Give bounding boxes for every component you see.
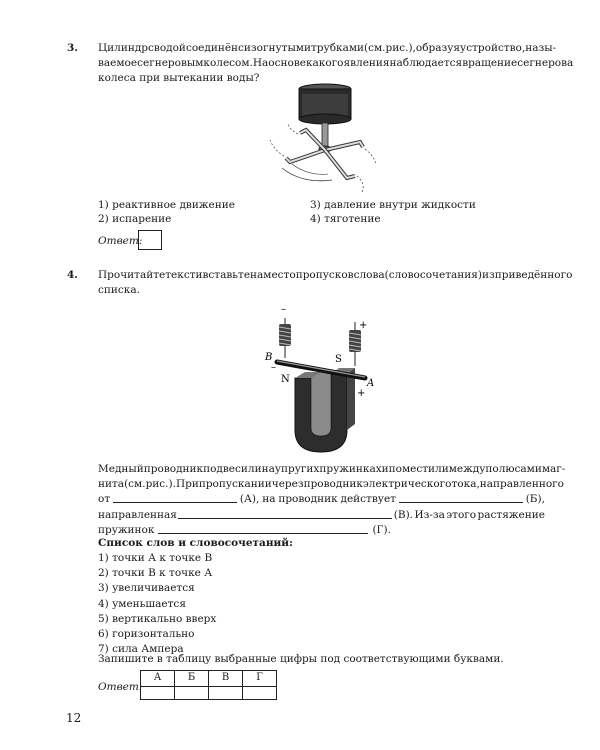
cloze-word-ot: от: [98, 493, 111, 506]
answer-cell-B[interactable]: [175, 686, 209, 699]
word: явления: [343, 57, 390, 70]
q4-line-2: [98, 283, 545, 298]
q3-answer-box[interactable]: [138, 230, 162, 250]
answer-cell-A[interactable]: [141, 686, 175, 699]
word: направленного: [479, 478, 564, 491]
label-minus-B: –: [271, 362, 276, 373]
word: полюсами: [485, 463, 542, 475]
word-list-title: Список слов и словосочетаний:: [98, 537, 293, 549]
word: устройство,: [460, 42, 526, 54]
q3-line-2: [98, 56, 574, 71]
label-B: B: [265, 352, 273, 363]
word: проводник: [278, 493, 338, 506]
answer-table-header-row: [141, 671, 277, 687]
answer-header-A: А: [141, 671, 175, 687]
word: подвесили: [203, 463, 262, 475]
cloze-line-2: [98, 477, 564, 492]
word: списка.: [98, 284, 140, 297]
word: маг-: [541, 463, 566, 475]
word: тока,: [451, 478, 480, 491]
word: место: [263, 269, 296, 281]
q3-option-3[interactable]: 3) давление внутри жидкости: [310, 199, 476, 211]
blank-B[interactable]: [399, 492, 523, 503]
q3-number: 3.: [67, 42, 78, 54]
word: Из-за: [414, 508, 445, 521]
magnet-conductor-figure: [255, 300, 385, 460]
label-A: A: [367, 378, 375, 389]
word: ваемое: [98, 57, 138, 70]
q3-answer-label: Ответ:: [98, 235, 143, 247]
answer-header-G: Г: [243, 671, 277, 687]
answer-header-B: Б: [175, 671, 209, 687]
label-N: N: [281, 374, 290, 385]
q4-line-1: [98, 268, 573, 283]
word: слова: [353, 269, 385, 281]
q4-answer-table: [140, 670, 277, 700]
blank-A[interactable]: [113, 492, 237, 503]
word: упругих: [274, 463, 320, 475]
cloze-word-napravlennaya: направленная: [98, 508, 177, 521]
left-spring: [279, 324, 291, 346]
word: на: [262, 493, 276, 506]
word: на: [261, 463, 275, 475]
blank-G[interactable]: [158, 523, 368, 534]
q3-option-1[interactable]: 1) реактивное движение: [98, 199, 235, 211]
label-S: S: [335, 354, 342, 365]
list-item-6: 6) горизонтально: [98, 628, 195, 641]
word: образуя: [415, 42, 461, 54]
cloze-line-1: [98, 462, 566, 477]
blank-V[interactable]: [178, 508, 392, 519]
word: между: [448, 463, 486, 475]
word: какого: [305, 57, 344, 70]
label-plus-top: +: [359, 320, 368, 331]
word: растяжение: [477, 508, 545, 521]
q4-instruction: Запишите в таблицу выбранные цифры под соответствующими буквами.: [98, 653, 504, 665]
cloze-mark-V: (В).: [393, 508, 414, 521]
word: На: [252, 57, 269, 70]
q3-line-1: [98, 41, 557, 56]
answer-cell-G[interactable]: [243, 686, 277, 699]
word: вставьте: [202, 269, 251, 281]
word: колеса при вытекании воды?: [98, 72, 260, 85]
word: текст: [165, 269, 196, 281]
label-minus-top: –: [281, 304, 286, 315]
word: вращение: [462, 57, 518, 70]
word: и: [195, 269, 203, 281]
word: приведённого: [494, 269, 573, 281]
word: из: [482, 269, 495, 281]
q4-question-text: [98, 268, 573, 298]
word: сегнерова: [517, 57, 574, 70]
cloze-mark-A: (А),: [239, 493, 260, 506]
list-item-7: 7) сила Ампера: [98, 643, 184, 656]
word: Цилиндр: [98, 42, 149, 54]
word: нита: [98, 478, 125, 491]
segner-wheel-figure: [262, 80, 382, 195]
word: (см.: [124, 478, 146, 491]
word: поместили: [388, 463, 449, 475]
word: рис.),: [385, 42, 416, 54]
word: трубками: [310, 42, 365, 54]
word: проводник: [143, 463, 204, 475]
cloze-mark-G: (Г).: [372, 523, 391, 536]
word: с: [238, 42, 244, 54]
label-plus-A: +: [357, 388, 366, 399]
word: (см.: [364, 42, 386, 54]
word: действует: [340, 493, 396, 506]
q3-option-4[interactable]: 4) тяготение: [310, 213, 381, 225]
word: водой: [153, 42, 186, 54]
q3-option-2[interactable]: 2) испарение: [98, 213, 172, 225]
q4-number: 4.: [67, 269, 78, 281]
word: электрического: [362, 478, 452, 491]
list-item-1: 1) точки А к точке В: [98, 552, 213, 564]
cloze-word-pruzhinok: пружинок: [98, 523, 155, 536]
word: с: [148, 42, 154, 54]
word: пропусков: [295, 269, 354, 281]
word: назы-: [525, 42, 557, 54]
word: и: [381, 463, 389, 475]
word: соединён: [185, 42, 239, 54]
q4-answer-label: Ответ:: [98, 681, 143, 693]
word: При: [175, 478, 199, 491]
word: наблюдается: [389, 57, 463, 70]
cloze-line-4: [98, 508, 545, 523]
word: изогнутыми: [243, 42, 311, 54]
list-item-4: 4) уменьшается: [98, 597, 186, 610]
answer-header-V: В: [209, 671, 243, 687]
word: сегнеровым: [137, 57, 204, 70]
word: через: [271, 478, 304, 491]
list-item-5: 5) вертикально вверх: [98, 612, 217, 625]
word: (словосочетания): [384, 269, 483, 281]
word: Медный: [98, 463, 144, 475]
page-number: 12: [66, 711, 82, 725]
word: проводник: [303, 478, 363, 491]
cloze-line-3: [98, 492, 545, 507]
answer-table-input-row: [141, 686, 277, 699]
word-list: [98, 551, 216, 658]
word: основе: [268, 57, 306, 70]
word: рис.).: [145, 478, 176, 491]
word: пропускании: [198, 478, 272, 491]
word: колесом.: [203, 57, 253, 70]
word: этого: [446, 508, 477, 521]
word: Прочитайте: [98, 269, 166, 281]
list-item-2: 2) точки В к точке А: [98, 567, 213, 580]
q4-cloze-text: [98, 462, 566, 538]
answer-cell-V[interactable]: [209, 686, 243, 699]
list-item-3: 3) увеличивается: [98, 582, 195, 595]
word: на: [250, 269, 264, 281]
word: пружинках: [319, 463, 382, 475]
cloze-mark-B: (Б),: [525, 493, 545, 506]
right-spring: [349, 330, 361, 352]
